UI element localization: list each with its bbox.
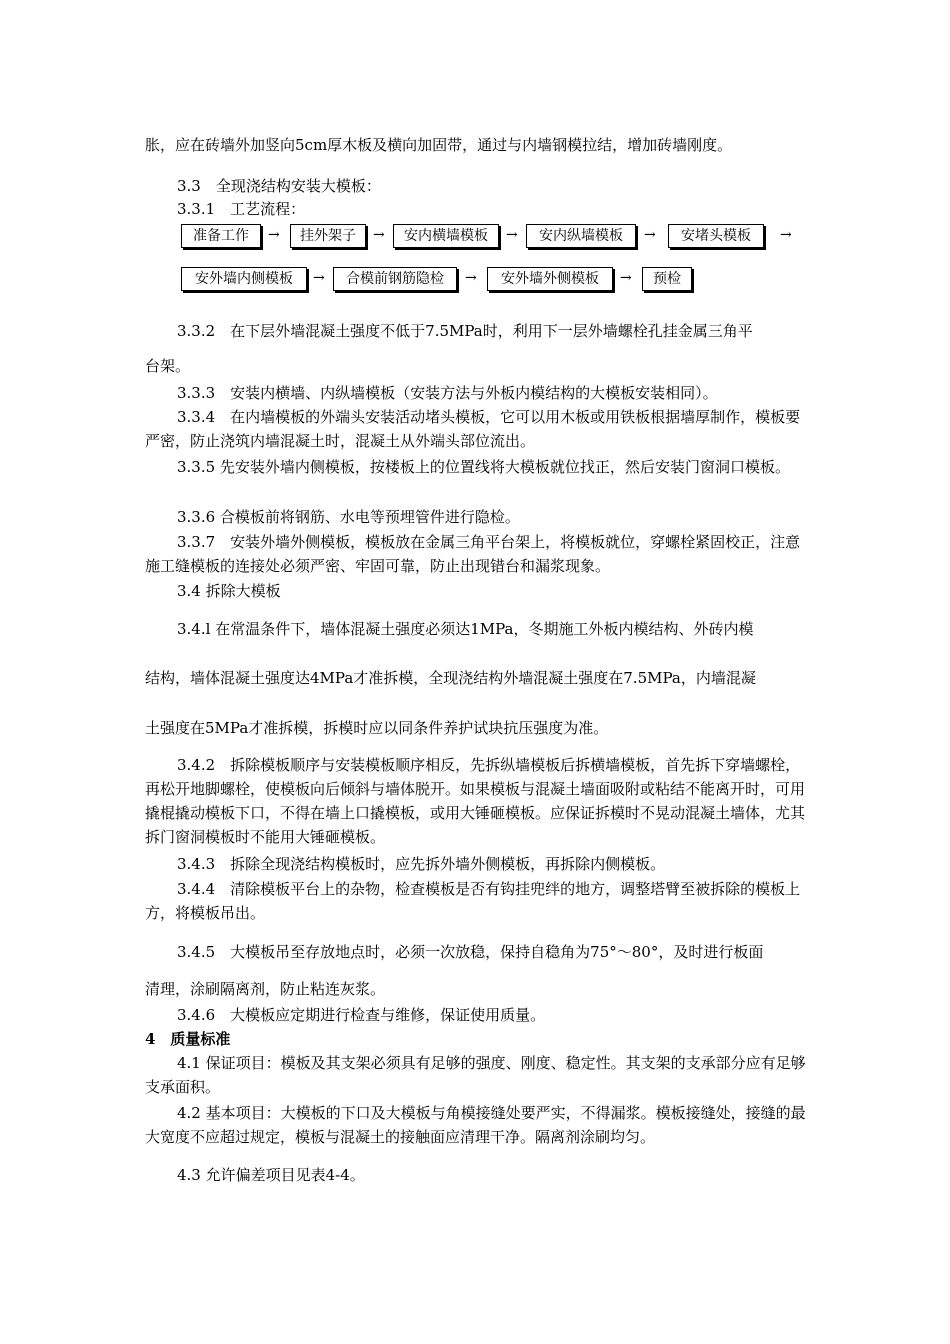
flow-step-7: 合模前钢筋隐检 xyxy=(333,267,457,291)
flow-arrow: → xyxy=(780,227,792,243)
flow-arrow: → xyxy=(465,270,477,286)
flow-step-5: 安堵头模板 xyxy=(668,224,764,248)
paragraph-3-3-4: 3.3.4 在内墙模板的外端头安装活动堵头模板，它可以用木板或用铁板根据墙厚制作，模板要严密，防止浇筑内墙混凝土时，混凝土从外端头部位流出。 xyxy=(145,408,801,450)
flow-arrow: → xyxy=(644,227,656,243)
paragraph-3-4-4: 3.4.4 清除模板平台上的杂物，检查模板是否有钩挂兜绊的地方，调整塔臂至被拆除的模板上方，将模板吊出。 xyxy=(145,880,801,922)
paragraph-3-3-7: 3.3.7 安装外墙外侧模板，模板放在金属三角平台架上，将模板就位，穿螺栓紧固校正，注意施工缝模板的连接处必须严密、牢固可靠，防止出现错台和漏浆现象。 xyxy=(145,533,801,575)
paragraph-3-3-2-line1: 3.3.2 在下层外墙混凝土强度不低于7.5MPa时，利用下一层外墙螺栓孔挂金属三角平 xyxy=(177,322,753,340)
paragraph-3-4-5-line1: 3.4.5 大模板吊至存放地点时，必须一次放稳，保持自稳角为75°～80°，及时进行板面 xyxy=(177,943,764,961)
section-3-3-1: 3.3.1 工艺流程： xyxy=(177,200,306,218)
flow-step-8: 安外墙外侧模板 xyxy=(487,267,613,291)
paragraph-3-4-1-line1: 3.4.l 在常温条件下，墙体混凝土强度必须达1MPa，冬期施工外板内模结构、外砖内模 xyxy=(177,620,754,638)
paragraph-3-4-5-line2: 清理，涂刷隔离剂，防止粘连灰浆。 xyxy=(145,980,386,998)
paragraph-3-3-5: 3.3.5 先安装外墙内侧模板，按楼板上的位置线将大模板就位找正，然后安装门窗洞口模板。 xyxy=(177,458,790,476)
paragraph-3-4-1-line3: 土强度在5MPa才准拆模，拆模时应以同条件养护试块抗压强度为准。 xyxy=(145,719,609,737)
flow-step-2: 挂外架子 xyxy=(290,224,366,248)
flow-arrow: → xyxy=(620,270,632,286)
paragraph-3-4-2: 3.4.2 拆除模板顺序与安装模板顺序相反，先拆纵墙模板后拆横墙模板，首先拆下穿墙螺栓，再松开地脚螺栓，使模板向后倾斜与墙体脱开。如果模板与混凝土墙面吸附或粘结不能离开时，可用撬棍撬动模板下口，不得在墙上口撬模板，或用大锤砸模板。应保证拆模时不晃动混凝土墙体，尤其拆门窗洞模板时不能用大锤砸模板。 xyxy=(145,756,806,846)
flow-arrow: → xyxy=(268,227,280,243)
flow-arrow: → xyxy=(506,227,518,243)
paragraph-3-4-6: 3.4.6 大模板应定期进行检查与维修，保证使用质量。 xyxy=(177,1006,546,1024)
paragraph-3-3-2-line2: 台架。 xyxy=(145,357,191,375)
section-4-heading: 4 质量标准 xyxy=(145,1030,231,1048)
flow-arrow: → xyxy=(373,227,385,243)
section-3-4: 3.4 拆除大模板 xyxy=(177,582,281,600)
paragraph-3-4-1-line2: 结构，墙体混凝土强度达4MPa才准拆模，全现浇结构外墙混凝土强度在7.5MPa，内墙混凝 xyxy=(145,669,756,687)
flow-step-1: 准备工作 xyxy=(181,224,261,248)
paragraph-4-1: 4.1 保证项目：模板及其支架必须具有足够的强度、刚度、稳定性。其支架的支承部分应有足够支承面积。 xyxy=(145,1054,806,1096)
paragraph-3-3-6: 3.3.6 合模板前将钢筋、水电等预埋管件进行隐检。 xyxy=(177,508,520,526)
paragraph-4-3: 4.3 允许偏差项目见表4-4。 xyxy=(177,1166,365,1184)
flow-step-3: 安内横墙模板 xyxy=(393,224,499,248)
paragraph-4-2: 4.2 基本项目：大模板的下口及大模板与角模接缝处要严实，不得漏浆。模板接缝处，接缝的最大宽度不应超过规定，模板与混凝土的接触面应清理干净。隔离剂涂刷均匀。 xyxy=(145,1104,806,1146)
flow-step-4: 安内纵墙模板 xyxy=(526,224,636,248)
flow-arrow: → xyxy=(313,270,325,286)
paragraph-3-4-3: 3.4.3 拆除全现浇结构模板时，应先拆外墙外侧模板，再拆除内侧模板。 xyxy=(177,855,666,873)
paragraph-intro: 胀，应在砖墙外加竖向5cm厚木板及横向加固带，通过与内墙钢模拉结，增加砖墙刚度。 xyxy=(145,136,733,154)
section-3-3: 3.3 全现浇结构安装大模板： xyxy=(177,177,381,195)
flow-step-9: 预检 xyxy=(642,267,692,291)
paragraph-3-3-3: 3.3.3 安装内横墙、内纵墙模板（安装方法与外板内模结构的大模板安装相同）。 xyxy=(177,384,718,402)
flow-step-6: 安外墙内侧模板 xyxy=(181,267,307,291)
